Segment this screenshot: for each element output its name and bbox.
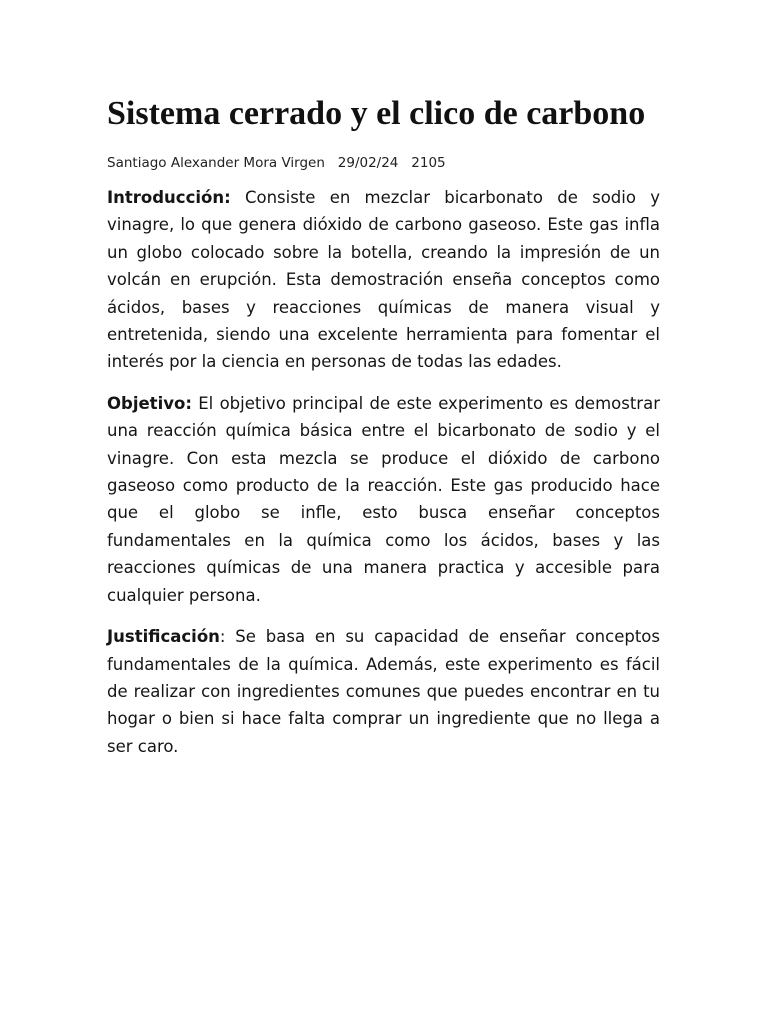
section-text: : Se basa en su capacidad de enseñar conceptos fundamentales de la química. Además, este experimento es fácil de realizar con ingredientes comunes que puedes encontrar en tu hogar o bien si hace falta comprar un ingrediente que no llega a ser caro. (107, 627, 660, 756)
section-objetivo (107, 390, 660, 609)
document-content (107, 92, 660, 760)
document-code: 2105 (411, 155, 446, 171)
section-label: Justificación (107, 627, 220, 647)
author-name: Santiago Alexander Mora Virgen (107, 155, 325, 171)
section-text: El objetivo principal de este experimento es demostrar una reacción química básica entre el bicarbonato de sodio y el vinagre. Con esta mezcla se produce el dióxido de carbono gaseoso como producto de la reacción. Este gas producido hace que el globo se infle, esto busca enseñar conceptos fundamentales en la química como los ácidos, bases y las reacciones químicas de una manera practica y accesible para cualquier persona. (107, 393, 660, 605)
document-date: 29/02/24 (337, 155, 399, 171)
section-label: Objetivo: (107, 393, 192, 413)
section-introduccion (107, 184, 660, 376)
document-title: Sistema cerrado y el clico de carbono (107, 95, 646, 132)
section-justificacion (107, 623, 660, 760)
document-meta (107, 154, 660, 172)
section-text: Consiste en mezclar bicarbonato de sodio y vinagre, lo que genera dióxido de carbono gaseoso. Este gas infla un globo colocado sobre la botella, creando la impresión de un volcán en erupción. Esta demostración enseña conceptos como ácidos, bases y reacciones químicas de manera visual y entretenida, siendo una excelente herramienta para fomentar el interés por la ciencia en personas de todas las edades. (107, 188, 660, 372)
section-label: Introducción: (107, 188, 231, 207)
